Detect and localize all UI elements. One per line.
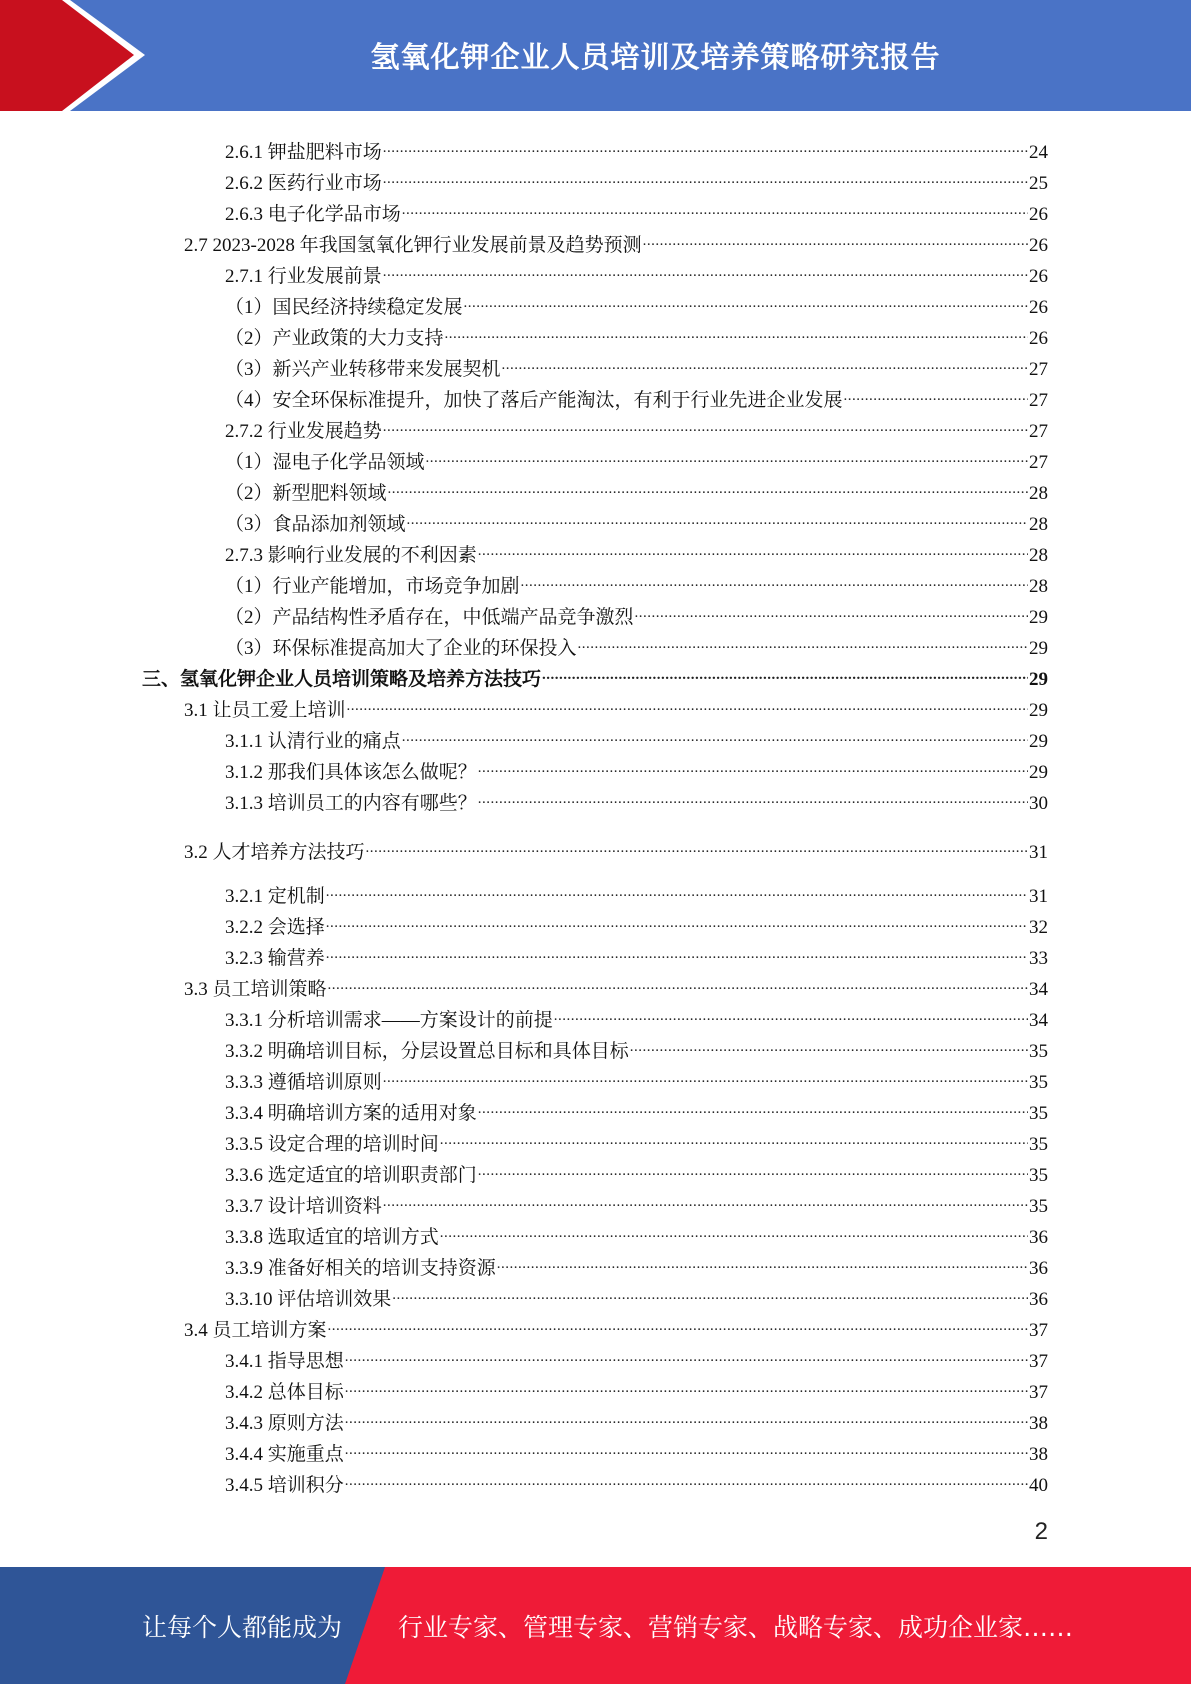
toc-dot-leader xyxy=(554,995,1028,1026)
toc-entry[interactable] xyxy=(225,623,1048,659)
page-footer xyxy=(0,1567,1191,1684)
toc-entry[interactable] xyxy=(225,282,1048,318)
toc-entry-label: 三、氢氧化钾企业人员培训策略及培养方法技巧 xyxy=(142,669,542,690)
toc-entry-page: 35 xyxy=(1029,1103,1048,1124)
toc-dot-leader xyxy=(383,406,1028,437)
toc-dot-leader xyxy=(383,127,1028,158)
toc-entry[interactable] xyxy=(225,902,1048,938)
toc-entry-page: 37 xyxy=(1029,1351,1048,1372)
toc-entry[interactable] xyxy=(225,437,1048,473)
toc-dot-leader xyxy=(478,778,1028,809)
toc-entry-label: （3）环保标准提高加大了企业的环保投入 xyxy=(225,638,577,659)
toc-dot-leader xyxy=(445,313,1028,344)
toc-dot-leader xyxy=(326,871,1028,902)
toc-dot-leader xyxy=(635,592,1028,623)
toc-dot-leader xyxy=(383,158,1028,189)
toc-entry-label: 2.7 2023-2028 年我国氢氧化钾行业发展前景及趋势预测 xyxy=(184,235,642,256)
toc-entry-label: 3.3.9 准备好相关的培训支持资源 xyxy=(225,1258,496,1279)
toc-dot-leader xyxy=(497,1243,1028,1274)
toc-dot-leader xyxy=(326,933,1028,964)
toc-entry[interactable] xyxy=(184,220,1048,256)
toc-entry-label: 2.7.3 影响行业发展的不利因素 xyxy=(225,545,477,566)
toc-entry[interactable] xyxy=(225,933,1048,969)
toc-entry-label: 3.3.2 明确培训目标，分层设置总目标和具体目标 xyxy=(225,1041,629,1062)
footer-slogan-right: 行业专家、管理专家、营销专家、战略专家、成功企业家…… xyxy=(398,1612,1074,1642)
toc-entry-page: 34 xyxy=(1029,1010,1048,1031)
toc-entry[interactable] xyxy=(225,1181,1048,1217)
toc-entry-label: 2.6.1 钾盐肥料市场 xyxy=(225,142,382,163)
toc-entry-label: 3.3.8 选取适宜的培训方式 xyxy=(225,1227,439,1248)
toc-entry-page: 29 xyxy=(1029,638,1048,659)
toc-entry-label: （2）产业政策的大力支持 xyxy=(225,328,444,349)
toc-entry-page: 27 xyxy=(1029,390,1048,411)
toc-entry-page: 38 xyxy=(1029,1444,1048,1465)
toc-dot-leader xyxy=(345,1398,1028,1429)
toc-entry-page: 29 xyxy=(1029,762,1048,783)
toc-entry-label: （1）湿电子化学品领域 xyxy=(225,452,425,473)
toc-entry-label: （3）食品添加剂领域 xyxy=(225,514,406,535)
toc-dot-leader xyxy=(478,747,1028,778)
toc-entry-label: 3.1.2 那我们具体该怎么做呢？ xyxy=(225,762,477,783)
toc-dot-leader xyxy=(630,1026,1028,1057)
toc-entry-label: （1）行业产能增加，市场竞争加剧 xyxy=(225,576,520,597)
toc-entry-page: 36 xyxy=(1029,1289,1048,1310)
toc-entry[interactable] xyxy=(225,499,1048,535)
toc-dot-leader xyxy=(383,251,1028,282)
toc-entry-page: 26 xyxy=(1029,266,1048,287)
footer-slogan-left: 让每个人都能成为 xyxy=(142,1612,343,1642)
toc-entry-page: 27 xyxy=(1029,421,1048,442)
toc-entry-page: 36 xyxy=(1029,1258,1048,1279)
toc-dot-leader xyxy=(345,1336,1028,1367)
toc-entry-label: 3.1.3 培训员工的内容有哪些？ xyxy=(225,793,477,814)
toc-entry[interactable] xyxy=(184,685,1048,721)
toc-entry-page: 28 xyxy=(1029,483,1048,504)
toc-entry[interactable] xyxy=(225,871,1048,907)
toc-dot-leader xyxy=(426,437,1028,468)
toc-entry-label: 3.3.7 设计培训资料 xyxy=(225,1196,382,1217)
toc-entry-label: 3.2.3 输营养 xyxy=(225,948,325,969)
toc-entry[interactable] xyxy=(225,716,1048,752)
toc-entry-page: 35 xyxy=(1029,1165,1048,1186)
toc-entry[interactable] xyxy=(225,127,1048,163)
toc-dot-leader xyxy=(383,1181,1028,1212)
toc-entry-page: 26 xyxy=(1029,328,1048,349)
toc-entry[interactable] xyxy=(225,1398,1048,1434)
toc-entry-label: 3.3.4 明确培训方案的适用对象 xyxy=(225,1103,477,1124)
toc-dot-leader xyxy=(478,530,1028,561)
toc-entry-page: 27 xyxy=(1029,359,1048,380)
header-arrow-decoration xyxy=(0,0,160,111)
toc-entry[interactable] xyxy=(225,406,1048,442)
toc-entry[interactable] xyxy=(225,530,1048,566)
toc-entry[interactable] xyxy=(142,654,1048,690)
toc-entry-label: （3）新兴产业转移带来发展契机 xyxy=(225,359,501,380)
toc-entry[interactable] xyxy=(225,995,1048,1031)
toc-entry-label: 3.1 让员工爱上培训 xyxy=(184,700,346,721)
toc-dot-leader xyxy=(402,716,1028,747)
toc-entry-label: （1）国民经济持续稳定发展 xyxy=(225,297,463,318)
toc-entry-page: 31 xyxy=(1029,842,1048,863)
toc-dot-leader xyxy=(388,468,1028,499)
toc-dot-leader xyxy=(440,1119,1028,1150)
toc-entry-page: 33 xyxy=(1029,948,1048,969)
toc-entry[interactable] xyxy=(225,344,1048,380)
toc-entry-label: 3.2.2 会选择 xyxy=(225,917,325,938)
toc-entry-label: 3.2 人才培养方法技巧 xyxy=(184,842,365,863)
toc-entry-label: （4）安全环保标准提升，加快了落后产能淘汰，有利于行业先进企业发展 xyxy=(225,390,843,411)
toc-dot-leader xyxy=(366,827,1028,858)
toc-entry-label: 3.4.4 实施重点 xyxy=(225,1444,344,1465)
toc-dot-leader xyxy=(502,344,1028,375)
toc-dot-leader xyxy=(578,623,1028,654)
toc-entry-page: 26 xyxy=(1029,297,1048,318)
toc-entry[interactable] xyxy=(225,561,1048,597)
toc-entry[interactable] xyxy=(225,1026,1048,1062)
toc-entry[interactable] xyxy=(225,1057,1048,1093)
toc-entry[interactable] xyxy=(184,827,1048,863)
toc-entry-page: 40 xyxy=(1029,1475,1048,1496)
toc-dot-leader xyxy=(521,561,1028,592)
toc-entry-label: 2.6.2 医药行业市场 xyxy=(225,173,382,194)
toc-entry-page: 34 xyxy=(1029,979,1048,1000)
toc-entry-page: 25 xyxy=(1029,173,1048,194)
toc-dot-leader xyxy=(440,1212,1028,1243)
toc-entry[interactable] xyxy=(225,251,1048,287)
toc-entry-page: 36 xyxy=(1029,1227,1048,1248)
toc-dot-leader xyxy=(643,220,1028,251)
toc-entry-page: 29 xyxy=(1029,669,1048,690)
toc-entry[interactable] xyxy=(225,1367,1048,1403)
page-header xyxy=(0,0,1191,111)
toc-entry-page: 35 xyxy=(1029,1041,1048,1062)
toc-entry[interactable] xyxy=(225,1088,1048,1124)
toc-entry-page: 35 xyxy=(1029,1134,1048,1155)
toc-entry[interactable] xyxy=(225,1243,1048,1279)
toc-entry[interactable] xyxy=(225,747,1048,783)
toc-entry-page: 30 xyxy=(1029,793,1048,814)
toc-entry[interactable] xyxy=(225,189,1048,225)
toc-dot-leader xyxy=(478,1088,1028,1119)
toc-dot-leader xyxy=(347,685,1028,716)
toc-entry-label: 3.4.1 指导思想 xyxy=(225,1351,344,1372)
toc-entry-page: 24 xyxy=(1029,142,1048,163)
toc-entry[interactable] xyxy=(225,1212,1048,1248)
toc-entry-label: 3.4.5 培训积分 xyxy=(225,1475,344,1496)
toc-dot-leader xyxy=(542,654,1028,685)
toc-entry-label: 3.4.2 总体目标 xyxy=(225,1382,344,1403)
toc-entry-page: 26 xyxy=(1029,204,1048,225)
toc-entry-label: 3.1.1 认清行业的痛点 xyxy=(225,731,401,752)
toc-entry-label: （2）产品结构性矛盾存在，中低端产品竞争激烈 xyxy=(225,607,634,628)
toc-entry-label: 2.7.2 行业发展趋势 xyxy=(225,421,382,442)
toc-dot-leader xyxy=(478,1150,1028,1181)
toc-entry-page: 26 xyxy=(1029,235,1048,256)
toc-entry-page: 35 xyxy=(1029,1196,1048,1217)
toc-entry[interactable] xyxy=(184,1305,1048,1341)
toc-entry-label: 3.4 员工培训方案 xyxy=(184,1320,327,1341)
toc-dot-leader xyxy=(464,282,1028,313)
toc-entry-page: 37 xyxy=(1029,1382,1048,1403)
toc-entry-label: 3.3.5 设定合理的培训时间 xyxy=(225,1134,439,1155)
toc-dot-leader xyxy=(326,902,1028,933)
toc-entry[interactable] xyxy=(225,1150,1048,1186)
toc-entry-page: 28 xyxy=(1029,545,1048,566)
toc-entry-label: 3.3.6 选定适宜的培训职责部门 xyxy=(225,1165,477,1186)
toc-entry-label: 2.6.3 电子化学品市场 xyxy=(225,204,401,225)
toc-entry-page: 35 xyxy=(1029,1072,1048,1093)
toc-entry[interactable] xyxy=(225,313,1048,349)
toc-entry[interactable] xyxy=(225,592,1048,628)
toc-entry[interactable] xyxy=(225,1274,1048,1310)
toc-entry-page: 29 xyxy=(1029,607,1048,628)
toc-entry-page: 37 xyxy=(1029,1320,1048,1341)
toc-entry[interactable] xyxy=(225,375,1048,411)
toc-entry-page: 32 xyxy=(1029,917,1048,938)
toc-entry-page: 28 xyxy=(1029,576,1048,597)
toc-dot-leader xyxy=(383,1057,1028,1088)
toc-dot-leader xyxy=(328,1305,1028,1336)
toc-dot-leader xyxy=(345,1460,1028,1491)
toc-entry-page: 29 xyxy=(1029,731,1048,752)
toc-entry-page: 27 xyxy=(1029,452,1048,473)
toc-entry-label: 2.7.1 行业发展前景 xyxy=(225,266,382,287)
toc-entry-page: 28 xyxy=(1029,514,1048,535)
toc-entry[interactable] xyxy=(225,158,1048,194)
toc-dot-leader xyxy=(407,499,1028,530)
toc-entry-label: 3.3.3 遵循培训原则 xyxy=(225,1072,382,1093)
toc-entry[interactable] xyxy=(225,1336,1048,1372)
toc-entry-label: 3.3.10 评估培训效果 xyxy=(225,1289,392,1310)
toc-dot-leader xyxy=(345,1367,1028,1398)
toc-entry[interactable] xyxy=(225,778,1048,814)
toc-entry[interactable] xyxy=(225,1119,1048,1155)
toc-entry-page: 38 xyxy=(1029,1413,1048,1434)
toc-entry-label: 3.3.1 分析培训需求——方案设计的前提 xyxy=(225,1010,553,1031)
toc-dot-leader xyxy=(844,375,1028,406)
toc-entry-page: 29 xyxy=(1029,700,1048,721)
toc-dot-leader xyxy=(328,964,1028,995)
report-title: 氢氧化钾企业人员培训及培养策略研究报告 xyxy=(370,40,941,74)
toc-entry-page: 31 xyxy=(1029,886,1048,907)
toc-entry[interactable] xyxy=(225,1460,1048,1496)
toc-dot-leader xyxy=(402,189,1028,220)
toc-dot-leader xyxy=(345,1429,1028,1460)
toc-dot-leader xyxy=(392,1274,1028,1305)
toc-entry[interactable] xyxy=(184,964,1048,1000)
toc-entry-label: 3.2.1 定机制 xyxy=(225,886,325,907)
toc-entry[interactable] xyxy=(225,1429,1048,1465)
page-number: 2 xyxy=(1034,1518,1048,1545)
toc-entry-label: （2）新型肥料领域 xyxy=(225,483,387,504)
toc-entry-label: 3.3 员工培训策略 xyxy=(184,979,327,1000)
toc-entry-label: 3.4.3 原则方法 xyxy=(225,1413,344,1434)
toc-entry[interactable] xyxy=(225,468,1048,504)
